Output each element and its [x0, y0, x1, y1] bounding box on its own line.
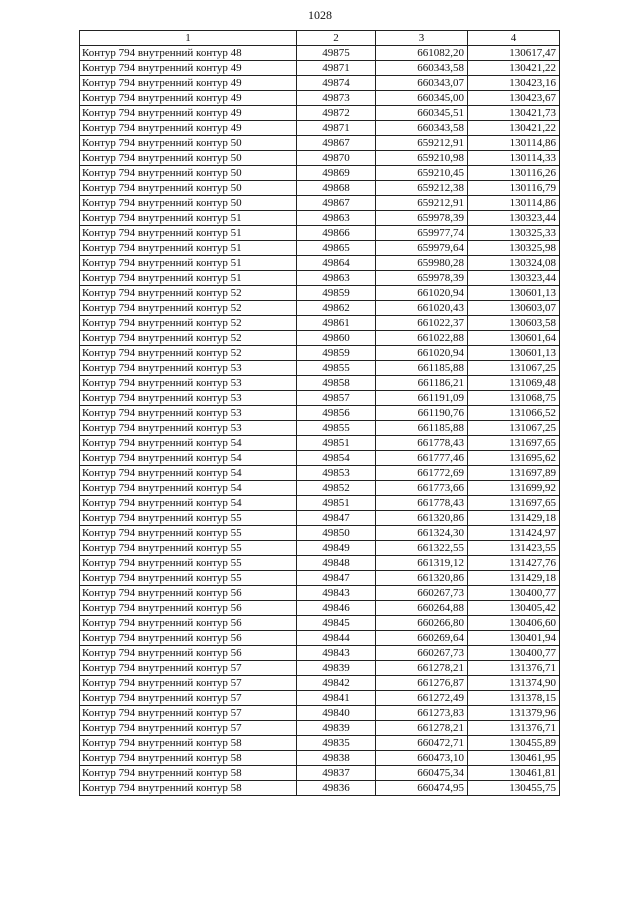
point-number-cell: 49863: [297, 211, 376, 226]
table-row: [80, 346, 560, 361]
y-coordinate-cell: 130401,94: [468, 631, 560, 646]
y-coordinate-cell: 131374,90: [468, 676, 560, 691]
x-coordinate-cell: 661324,30: [376, 526, 468, 541]
contour-name-cell: Контур 794 внутренний контур 51: [80, 241, 297, 256]
x-coordinate-cell: 660264,88: [376, 601, 468, 616]
table-row: [80, 241, 560, 256]
point-number-cell: 49859: [297, 286, 376, 301]
y-coordinate-cell: 131697,65: [468, 496, 560, 511]
x-coordinate-cell: 661022,37: [376, 316, 468, 331]
y-coordinate-cell: 131424,97: [468, 526, 560, 541]
contour-name-cell: Контур 794 внутренний контур 52: [80, 301, 297, 316]
contour-name-cell: Контур 794 внутренний контур 53: [80, 361, 297, 376]
table-row: [80, 781, 560, 796]
x-coordinate-cell: 660267,73: [376, 586, 468, 601]
y-coordinate-cell: 130601,13: [468, 346, 560, 361]
y-coordinate-cell: 131376,71: [468, 721, 560, 736]
contour-name-cell: Контур 794 внутренний контур 56: [80, 646, 297, 661]
x-coordinate-cell: 660345,51: [376, 106, 468, 121]
contour-name-cell: Контур 794 внутренний контур 57: [80, 661, 297, 676]
point-number-cell: 49850: [297, 526, 376, 541]
point-number-cell: 49854: [297, 451, 376, 466]
contour-name-cell: Контур 794 внутренний контур 54: [80, 436, 297, 451]
y-coordinate-cell: 131378,15: [468, 691, 560, 706]
contour-name-cell: Контур 794 внутренний контур 50: [80, 166, 297, 181]
contour-name-cell: Контур 794 внутренний контур 57: [80, 706, 297, 721]
point-number-cell: 49865: [297, 241, 376, 256]
point-number-cell: 49857: [297, 391, 376, 406]
contour-name-cell: Контур 794 внутренний контур 49: [80, 61, 297, 76]
point-number-cell: 49836: [297, 781, 376, 796]
x-coordinate-cell: 661191,09: [376, 391, 468, 406]
table-row: [80, 106, 560, 121]
point-number-cell: 49841: [297, 691, 376, 706]
x-coordinate-cell: 661020,94: [376, 346, 468, 361]
x-coordinate-cell: 659977,74: [376, 226, 468, 241]
point-number-cell: 49843: [297, 586, 376, 601]
contour-name-cell: Контур 794 внутренний контур 54: [80, 451, 297, 466]
table-row: [80, 481, 560, 496]
contour-name-cell: Контур 794 внутренний контур 53: [80, 421, 297, 436]
contour-name-cell: Контур 794 внутренний контур 54: [80, 481, 297, 496]
contour-name-cell: Контур 794 внутренний контур 54: [80, 496, 297, 511]
x-coordinate-cell: 659210,98: [376, 151, 468, 166]
y-coordinate-cell: 130400,77: [468, 646, 560, 661]
x-coordinate-cell: 660343,58: [376, 121, 468, 136]
table-row: [80, 331, 560, 346]
contour-name-cell: Контур 794 внутренний контур 57: [80, 691, 297, 706]
table-row: [80, 736, 560, 751]
table-row: [80, 631, 560, 646]
point-number-cell: 49861: [297, 316, 376, 331]
x-coordinate-cell: 660267,73: [376, 646, 468, 661]
y-coordinate-cell: 130323,44: [468, 211, 560, 226]
y-coordinate-cell: 130325,33: [468, 226, 560, 241]
point-number-cell: 49870: [297, 151, 376, 166]
contour-name-cell: Контур 794 внутренний контур 58: [80, 751, 297, 766]
contour-name-cell: Контур 794 внутренний контур 49: [80, 91, 297, 106]
point-number-cell: 49853: [297, 466, 376, 481]
x-coordinate-cell: 661022,88: [376, 331, 468, 346]
table-row: [80, 721, 560, 736]
table-row: [80, 541, 560, 556]
x-coordinate-cell: 659212,91: [376, 196, 468, 211]
contour-name-cell: Контур 794 внутренний контур 56: [80, 601, 297, 616]
y-coordinate-cell: 131069,48: [468, 376, 560, 391]
y-coordinate-cell: 130455,89: [468, 736, 560, 751]
x-coordinate-cell: 661772,69: [376, 466, 468, 481]
point-number-cell: 49863: [297, 271, 376, 286]
x-coordinate-cell: 661185,88: [376, 361, 468, 376]
point-number-cell: 49839: [297, 661, 376, 676]
point-number-cell: 49864: [297, 256, 376, 271]
contour-name-cell: Контур 794 внутренний контур 48: [80, 46, 297, 61]
point-number-cell: 49851: [297, 436, 376, 451]
x-coordinate-cell: 661082,20: [376, 46, 468, 61]
point-number-cell: 49847: [297, 571, 376, 586]
y-coordinate-cell: 130421,73: [468, 106, 560, 121]
contour-name-cell: Контур 794 внутренний контур 51: [80, 256, 297, 271]
coordinates-table: [79, 30, 560, 796]
x-coordinate-cell: 660475,34: [376, 766, 468, 781]
table-row: [80, 271, 560, 286]
contour-name-cell: Контур 794 внутренний контур 51: [80, 226, 297, 241]
table-row: [80, 211, 560, 226]
y-coordinate-cell: 131427,76: [468, 556, 560, 571]
point-number-cell: 49871: [297, 61, 376, 76]
y-coordinate-cell: 130603,07: [468, 301, 560, 316]
table-row: [80, 91, 560, 106]
y-coordinate-cell: 130114,33: [468, 151, 560, 166]
point-number-cell: 49851: [297, 496, 376, 511]
x-coordinate-cell: 660345,00: [376, 91, 468, 106]
column-header-3: 3: [376, 31, 468, 46]
table-row: [80, 421, 560, 436]
y-coordinate-cell: 130455,75: [468, 781, 560, 796]
point-number-cell: 49852: [297, 481, 376, 496]
point-number-cell: 49871: [297, 121, 376, 136]
point-number-cell: 49862: [297, 301, 376, 316]
point-number-cell: 49844: [297, 631, 376, 646]
point-number-cell: 49837: [297, 766, 376, 781]
x-coordinate-cell: 661276,87: [376, 676, 468, 691]
x-coordinate-cell: 660473,10: [376, 751, 468, 766]
y-coordinate-cell: 131379,96: [468, 706, 560, 721]
contour-name-cell: Контур 794 внутренний контур 50: [80, 151, 297, 166]
y-coordinate-cell: 131699,92: [468, 481, 560, 496]
contour-name-cell: Контур 794 внутренний контур 55: [80, 541, 297, 556]
y-coordinate-cell: 131429,18: [468, 571, 560, 586]
y-coordinate-cell: 130406,60: [468, 616, 560, 631]
y-coordinate-cell: 131697,65: [468, 436, 560, 451]
y-coordinate-cell: 130116,79: [468, 181, 560, 196]
x-coordinate-cell: 661278,21: [376, 721, 468, 736]
x-coordinate-cell: 661278,21: [376, 661, 468, 676]
y-coordinate-cell: 131695,62: [468, 451, 560, 466]
point-number-cell: 49867: [297, 196, 376, 211]
point-number-cell: 49848: [297, 556, 376, 571]
x-coordinate-cell: 661185,88: [376, 421, 468, 436]
table-row: [80, 121, 560, 136]
y-coordinate-cell: 130461,95: [468, 751, 560, 766]
contour-name-cell: Контур 794 внутренний контур 50: [80, 196, 297, 211]
contour-name-cell: Контур 794 внутренний контур 54: [80, 466, 297, 481]
x-coordinate-cell: 660343,58: [376, 61, 468, 76]
y-coordinate-cell: 130421,22: [468, 61, 560, 76]
contour-name-cell: Контур 794 внутренний контур 53: [80, 376, 297, 391]
table-row: [80, 571, 560, 586]
contour-name-cell: Контур 794 внутренний контур 55: [80, 571, 297, 586]
x-coordinate-cell: 659978,39: [376, 211, 468, 226]
y-coordinate-cell: 130114,86: [468, 136, 560, 151]
x-coordinate-cell: 660266,80: [376, 616, 468, 631]
table-row: [80, 376, 560, 391]
point-number-cell: 49873: [297, 91, 376, 106]
x-coordinate-cell: 659980,28: [376, 256, 468, 271]
table-row: [80, 316, 560, 331]
table-row: [80, 76, 560, 91]
contour-name-cell: Контур 794 внутренний контур 55: [80, 556, 297, 571]
table-row: [80, 466, 560, 481]
table-row: [80, 676, 560, 691]
point-number-cell: 49855: [297, 361, 376, 376]
y-coordinate-cell: 130325,98: [468, 241, 560, 256]
point-number-cell: 49858: [297, 376, 376, 391]
table-row: [80, 496, 560, 511]
contour-name-cell: Контур 794 внутренний контур 51: [80, 211, 297, 226]
point-number-cell: 49874: [297, 76, 376, 91]
y-coordinate-cell: 130405,42: [468, 601, 560, 616]
contour-name-cell: Контур 794 внутренний контур 52: [80, 346, 297, 361]
table-row: [80, 256, 560, 271]
contour-name-cell: Контур 794 внутренний контур 52: [80, 331, 297, 346]
contour-name-cell: Контур 794 внутренний контур 52: [80, 286, 297, 301]
point-number-cell: 49867: [297, 136, 376, 151]
y-coordinate-cell: 131697,89: [468, 466, 560, 481]
x-coordinate-cell: 661320,86: [376, 511, 468, 526]
contour-name-cell: Контур 794 внутренний контур 58: [80, 736, 297, 751]
contour-name-cell: Контур 794 внутренний контур 56: [80, 631, 297, 646]
column-header-4: 4: [468, 31, 560, 46]
x-coordinate-cell: 661273,83: [376, 706, 468, 721]
y-coordinate-cell: 130423,67: [468, 91, 560, 106]
table-row: [80, 436, 560, 451]
y-coordinate-cell: 131376,71: [468, 661, 560, 676]
y-coordinate-cell: 130461,81: [468, 766, 560, 781]
table-row: [80, 361, 560, 376]
point-number-cell: 49860: [297, 331, 376, 346]
point-number-cell: 49859: [297, 346, 376, 361]
table-row: [80, 766, 560, 781]
table-row: [80, 586, 560, 601]
y-coordinate-cell: 130601,13: [468, 286, 560, 301]
table-row: [80, 301, 560, 316]
table-row: [80, 406, 560, 421]
x-coordinate-cell: 661319,12: [376, 556, 468, 571]
y-coordinate-cell: 130114,86: [468, 196, 560, 211]
y-coordinate-cell: 131067,25: [468, 361, 560, 376]
x-coordinate-cell: 661773,66: [376, 481, 468, 496]
y-coordinate-cell: 131429,18: [468, 511, 560, 526]
column-header-1: 1: [80, 31, 297, 46]
table-row: [80, 691, 560, 706]
x-coordinate-cell: 661190,76: [376, 406, 468, 421]
contour-name-cell: Контур 794 внутренний контур 49: [80, 106, 297, 121]
contour-name-cell: Контур 794 внутренний контур 56: [80, 616, 297, 631]
table-row: [80, 46, 560, 61]
x-coordinate-cell: 661020,43: [376, 301, 468, 316]
contour-name-cell: Контур 794 внутренний контур 50: [80, 181, 297, 196]
table-row: [80, 616, 560, 631]
point-number-cell: 49843: [297, 646, 376, 661]
table-row: [80, 526, 560, 541]
y-coordinate-cell: 131068,75: [468, 391, 560, 406]
y-coordinate-cell: 131423,55: [468, 541, 560, 556]
table-row: [80, 646, 560, 661]
contour-name-cell: Контур 794 внутренний контур 53: [80, 391, 297, 406]
table-row: [80, 196, 560, 211]
point-number-cell: 49856: [297, 406, 376, 421]
point-number-cell: 49839: [297, 721, 376, 736]
table-row: [80, 601, 560, 616]
y-coordinate-cell: 130601,64: [468, 331, 560, 346]
x-coordinate-cell: 661778,43: [376, 496, 468, 511]
point-number-cell: 49849: [297, 541, 376, 556]
contour-name-cell: Контур 794 внутренний контур 52: [80, 316, 297, 331]
contour-name-cell: Контур 794 внутренний контур 55: [80, 511, 297, 526]
table-header: [80, 31, 560, 46]
contour-name-cell: Контур 794 внутренний контур 57: [80, 721, 297, 736]
y-coordinate-cell: 130617,47: [468, 46, 560, 61]
point-number-cell: 49869: [297, 166, 376, 181]
point-number-cell: 49868: [297, 181, 376, 196]
contour-name-cell: Контур 794 внутренний контур 50: [80, 136, 297, 151]
point-number-cell: 49840: [297, 706, 376, 721]
table-body: [80, 46, 560, 796]
point-number-cell: 49847: [297, 511, 376, 526]
x-coordinate-cell: 661777,46: [376, 451, 468, 466]
table-row: [80, 151, 560, 166]
contour-name-cell: Контур 794 внутренний контур 51: [80, 271, 297, 286]
x-coordinate-cell: 659212,91: [376, 136, 468, 151]
point-number-cell: 49872: [297, 106, 376, 121]
y-coordinate-cell: 130423,16: [468, 76, 560, 91]
y-coordinate-cell: 130603,58: [468, 316, 560, 331]
x-coordinate-cell: 660474,95: [376, 781, 468, 796]
x-coordinate-cell: 660472,71: [376, 736, 468, 751]
table-row: [80, 61, 560, 76]
table-row: [80, 751, 560, 766]
x-coordinate-cell: 660343,07: [376, 76, 468, 91]
column-header-2: 2: [297, 31, 376, 46]
y-coordinate-cell: 130400,77: [468, 586, 560, 601]
y-coordinate-cell: 130324,08: [468, 256, 560, 271]
table-row: [80, 286, 560, 301]
table-row: [80, 511, 560, 526]
point-number-cell: 49875: [297, 46, 376, 61]
table-row: [80, 661, 560, 676]
x-coordinate-cell: 661778,43: [376, 436, 468, 451]
x-coordinate-cell: 659979,64: [376, 241, 468, 256]
table-row: [80, 556, 560, 571]
contour-name-cell: Контур 794 внутренний контур 55: [80, 526, 297, 541]
table-row: [80, 451, 560, 466]
table-row: [80, 136, 560, 151]
y-coordinate-cell: 130323,44: [468, 271, 560, 286]
contour-name-cell: Контур 794 внутренний контур 58: [80, 781, 297, 796]
point-number-cell: 49846: [297, 601, 376, 616]
x-coordinate-cell: 661020,94: [376, 286, 468, 301]
point-number-cell: 49855: [297, 421, 376, 436]
table-row: [80, 166, 560, 181]
x-coordinate-cell: 661322,55: [376, 541, 468, 556]
contour-name-cell: Контур 794 внутренний контур 58: [80, 766, 297, 781]
point-number-cell: 49845: [297, 616, 376, 631]
x-coordinate-cell: 661272,49: [376, 691, 468, 706]
y-coordinate-cell: 130421,22: [468, 121, 560, 136]
table-row: [80, 181, 560, 196]
page-number: 1028: [308, 8, 332, 22]
contour-name-cell: Контур 794 внутренний контур 49: [80, 121, 297, 136]
table-row: [80, 706, 560, 721]
x-coordinate-cell: 659212,38: [376, 181, 468, 196]
header-row: [80, 31, 560, 46]
x-coordinate-cell: 659210,45: [376, 166, 468, 181]
point-number-cell: 49835: [297, 736, 376, 751]
contour-name-cell: Контур 794 внутренний контур 57: [80, 676, 297, 691]
point-number-cell: 49866: [297, 226, 376, 241]
point-number-cell: 49842: [297, 676, 376, 691]
x-coordinate-cell: 661320,86: [376, 571, 468, 586]
contour-name-cell: Контур 794 внутренний контур 49: [80, 76, 297, 91]
y-coordinate-cell: 131066,52: [468, 406, 560, 421]
table-row: [80, 226, 560, 241]
point-number-cell: 49838: [297, 751, 376, 766]
y-coordinate-cell: 130116,26: [468, 166, 560, 181]
x-coordinate-cell: 659978,39: [376, 271, 468, 286]
contour-name-cell: Контур 794 внутренний контур 53: [80, 406, 297, 421]
x-coordinate-cell: 660269,64: [376, 631, 468, 646]
contour-name-cell: Контур 794 внутренний контур 56: [80, 586, 297, 601]
table-row: [80, 391, 560, 406]
x-coordinate-cell: 661186,21: [376, 376, 468, 391]
y-coordinate-cell: 131067,25: [468, 421, 560, 436]
